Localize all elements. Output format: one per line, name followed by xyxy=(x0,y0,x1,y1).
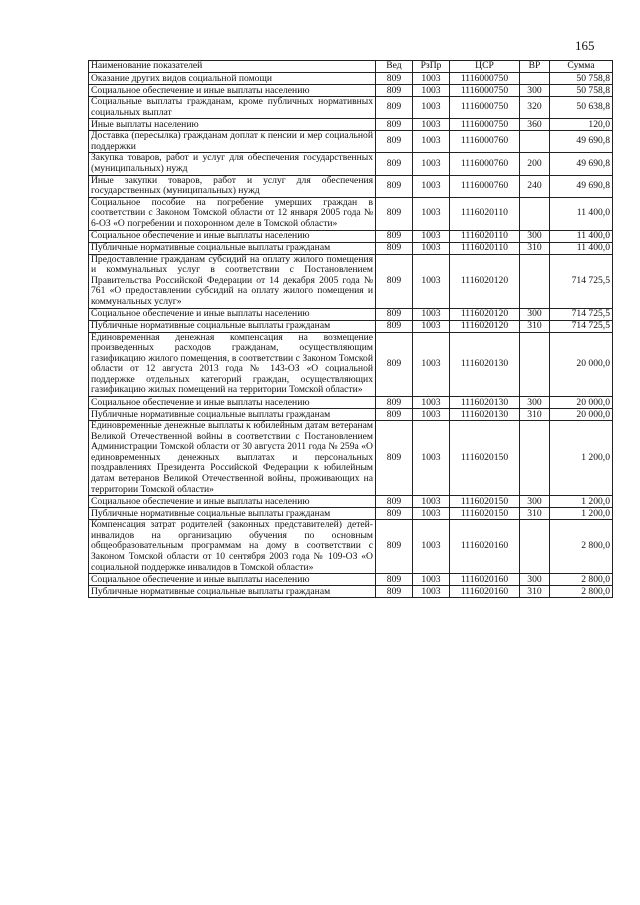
cell-sum: 50 758,8 xyxy=(550,85,613,97)
cell-rzpr: 1003 xyxy=(413,409,450,421)
cell-ved: 809 xyxy=(376,308,413,320)
cell-vr xyxy=(520,254,550,308)
table-row xyxy=(89,119,613,131)
cell-rzpr: 1003 xyxy=(413,520,450,574)
cell-rzpr: 1003 xyxy=(413,153,450,175)
cell-name: Компенсация затрат родителей (законных представителей) детей-инвалидов на организацию обучения по основным общеобразовательным программам на дому в соответствии с Законом Томской области от 10 сентября 2003 года № 109-ОЗ «О социальной поддержке инвалидов в Томской области» xyxy=(89,520,376,574)
cell-csr: 1116020110 xyxy=(450,230,520,242)
cell-ved: 809 xyxy=(376,586,413,598)
cell-name: Социальное обеспечение и иные выплаты населению xyxy=(89,85,376,97)
page-number: 165 xyxy=(575,38,595,53)
cell-rzpr: 1003 xyxy=(413,308,450,320)
cell-csr: 1116000760 xyxy=(450,131,520,153)
table-row xyxy=(89,409,613,421)
cell-rzpr: 1003 xyxy=(413,332,450,397)
table-row xyxy=(89,197,613,230)
table-row xyxy=(89,254,613,308)
cell-csr: 1116000760 xyxy=(450,175,520,197)
cell-csr: 1116020120 xyxy=(450,320,520,332)
cell-sum: 20 000,0 xyxy=(550,397,613,409)
cell-name: Оказание других видов социальной помощи xyxy=(89,73,376,85)
cell-name: Публичные нормативные социальные выплаты гражданам xyxy=(89,586,376,598)
table-row xyxy=(89,586,613,598)
cell-name: Социальное обеспечение и иные выплаты населению xyxy=(89,230,376,242)
cell-sum: 2 800,0 xyxy=(550,574,613,586)
header-ved: Вед xyxy=(376,61,413,73)
cell-name: Предоставление гражданам субсидий на оплату жилого помещения и коммунальных услуг в соответствии с Постановлением Правительства Российской Федерации от 14 декабря 2005 года № 761 «О предоставлении субсидий на оплату жилого помещения и коммунальных услуг» xyxy=(89,254,376,308)
cell-csr: 1116000750 xyxy=(450,119,520,131)
cell-ved: 809 xyxy=(376,131,413,153)
cell-name: Закупка товаров, работ и услуг для обеспечения государственных (муниципальных) нужд xyxy=(89,153,376,175)
cell-sum: 2 800,0 xyxy=(550,586,613,598)
cell-name: Публичные нормативные социальные выплаты гражданам xyxy=(89,409,376,421)
table-row xyxy=(89,242,613,254)
cell-rzpr: 1003 xyxy=(413,421,450,496)
cell-ved: 809 xyxy=(376,153,413,175)
cell-csr: 1116020150 xyxy=(450,421,520,496)
cell-sum: 714 725,5 xyxy=(550,254,613,308)
table-row xyxy=(89,496,613,508)
table-row xyxy=(89,73,613,85)
cell-sum: 11 400,0 xyxy=(550,197,613,230)
cell-sum: 49 690,8 xyxy=(550,131,613,153)
cell-sum: 714 725,5 xyxy=(550,320,613,332)
cell-rzpr: 1003 xyxy=(413,586,450,598)
cell-ved: 809 xyxy=(376,409,413,421)
cell-ved: 809 xyxy=(376,97,413,119)
cell-name: Доставка (пересылка) гражданам доплат к пенсии и мер социальной поддержки xyxy=(89,131,376,153)
cell-rzpr: 1003 xyxy=(413,320,450,332)
cell-vr: 310 xyxy=(520,586,550,598)
cell-ved: 809 xyxy=(376,496,413,508)
cell-sum: 1 200,0 xyxy=(550,508,613,520)
cell-csr: 1116020110 xyxy=(450,197,520,230)
header-vr: ВР xyxy=(520,61,550,73)
cell-vr: 300 xyxy=(520,574,550,586)
cell-csr: 1116000760 xyxy=(450,153,520,175)
cell-sum: 1 200,0 xyxy=(550,421,613,496)
cell-sum: 50 758,8 xyxy=(550,73,613,85)
cell-name: Публичные нормативные социальные выплаты гражданам xyxy=(89,508,376,520)
cell-vr xyxy=(520,197,550,230)
cell-vr: 240 xyxy=(520,175,550,197)
cell-csr: 1116020130 xyxy=(450,397,520,409)
cell-name: Социальное пособие на погребение умерших граждан в соответствии с Законом Томской области от 12 января 2005 года № 6-ОЗ «О погребении и похоронном деле в Томской области» xyxy=(89,197,376,230)
cell-vr: 320 xyxy=(520,97,550,119)
header-csr: ЦСР xyxy=(450,61,520,73)
cell-sum: 20 000,0 xyxy=(550,332,613,397)
cell-vr xyxy=(520,131,550,153)
cell-rzpr: 1003 xyxy=(413,119,450,131)
cell-csr: 1116000750 xyxy=(450,97,520,119)
cell-vr: 300 xyxy=(520,308,550,320)
cell-vr: 310 xyxy=(520,320,550,332)
cell-sum: 20 000,0 xyxy=(550,409,613,421)
table-row xyxy=(89,97,613,119)
cell-name: Публичные нормативные социальные выплаты гражданам xyxy=(89,242,376,254)
cell-rzpr: 1003 xyxy=(413,85,450,97)
cell-name: Публичные нормативные социальные выплаты гражданам xyxy=(89,320,376,332)
cell-rzpr: 1003 xyxy=(413,97,450,119)
cell-ved: 809 xyxy=(376,254,413,308)
cell-rzpr: 1003 xyxy=(413,254,450,308)
cell-sum: 49 690,8 xyxy=(550,175,613,197)
cell-name: Единовременные денежные выплаты к юбилейным датам ветеранам Великой Отечественной войны в соответствии с Постановлением Администрации Томской области от 30 августа 2011 года № 259а «О единовременных денежных выплатах и персональных поздравлениях Президента Российской Федерации к юбилейным датам ветеранов Великой Отечественной войны, проживающих на территории Томской области» xyxy=(89,421,376,496)
table-row xyxy=(89,397,613,409)
cell-ved: 809 xyxy=(376,242,413,254)
cell-vr: 300 xyxy=(520,496,550,508)
header-name: Наименование показателей xyxy=(89,61,376,73)
cell-sum: 11 400,0 xyxy=(550,230,613,242)
cell-name: Социальное обеспечение и иные выплаты населению xyxy=(89,397,376,409)
table-row xyxy=(89,574,613,586)
cell-vr: 310 xyxy=(520,508,550,520)
cell-name: Социальное обеспечение и иные выплаты населению xyxy=(89,496,376,508)
table-header-row xyxy=(89,61,613,73)
table-row xyxy=(89,85,613,97)
table-row xyxy=(89,320,613,332)
cell-ved: 809 xyxy=(376,320,413,332)
cell-ved: 809 xyxy=(376,332,413,397)
cell-csr: 1116020110 xyxy=(450,242,520,254)
budget-table xyxy=(88,60,613,598)
cell-rzpr: 1003 xyxy=(413,230,450,242)
cell-rzpr: 1003 xyxy=(413,73,450,85)
cell-vr xyxy=(520,73,550,85)
cell-name: Единовременная денежная компенсация на возмещение произведенных расходов гражданам, осуществляющим газификацию жилого помещения, в соответствии с Законом Томской области от 12 августа 2013 года № 143-ОЗ «О социальной поддержке отдельных категорий граждан, осуществляющих газификацию жилых помещений на территории Томской области» xyxy=(89,332,376,397)
cell-rzpr: 1003 xyxy=(413,397,450,409)
cell-vr: 310 xyxy=(520,242,550,254)
cell-csr: 1116020160 xyxy=(450,586,520,598)
header-sum: Сумма xyxy=(550,61,613,73)
cell-csr: 1116020130 xyxy=(450,332,520,397)
cell-name: Социальное обеспечение и иные выплаты населению xyxy=(89,574,376,586)
table-row xyxy=(89,508,613,520)
cell-csr: 1116020120 xyxy=(450,308,520,320)
cell-csr: 1116000750 xyxy=(450,85,520,97)
cell-vr: 310 xyxy=(520,409,550,421)
table-row xyxy=(89,332,613,397)
cell-ved: 809 xyxy=(376,508,413,520)
cell-vr: 360 xyxy=(520,119,550,131)
table-row xyxy=(89,308,613,320)
cell-name: Иные закупки товаров, работ и услуг для обеспечения государственных (муниципальных) нужд xyxy=(89,175,376,197)
table-row xyxy=(89,175,613,197)
cell-ved: 809 xyxy=(376,197,413,230)
cell-vr: 200 xyxy=(520,153,550,175)
cell-name: Иные выплаты населению xyxy=(89,119,376,131)
cell-vr: 300 xyxy=(520,230,550,242)
cell-vr xyxy=(520,421,550,496)
table-row xyxy=(89,131,613,153)
cell-sum: 120,0 xyxy=(550,119,613,131)
cell-sum: 2 800,0 xyxy=(550,520,613,574)
cell-vr xyxy=(520,332,550,397)
table-row xyxy=(89,520,613,574)
cell-csr: 1116020160 xyxy=(450,574,520,586)
cell-ved: 809 xyxy=(376,397,413,409)
cell-ved: 809 xyxy=(376,119,413,131)
cell-sum: 49 690,8 xyxy=(550,153,613,175)
cell-csr: 1116020160 xyxy=(450,520,520,574)
table-row xyxy=(89,421,613,496)
cell-sum: 11 400,0 xyxy=(550,242,613,254)
cell-rzpr: 1003 xyxy=(413,131,450,153)
cell-csr: 1116020130 xyxy=(450,409,520,421)
cell-ved: 809 xyxy=(376,421,413,496)
cell-name: Социальное обеспечение и иные выплаты населению xyxy=(89,308,376,320)
cell-rzpr: 1003 xyxy=(413,197,450,230)
cell-sum: 1 200,0 xyxy=(550,496,613,508)
table-row xyxy=(89,153,613,175)
cell-rzpr: 1003 xyxy=(413,496,450,508)
cell-sum: 714 725,5 xyxy=(550,308,613,320)
header-rzpr: РзПр xyxy=(413,61,450,73)
cell-csr: 1116020150 xyxy=(450,508,520,520)
cell-csr: 1116020150 xyxy=(450,496,520,508)
cell-vr xyxy=(520,520,550,574)
cell-csr: 1116000750 xyxy=(450,73,520,85)
cell-ved: 809 xyxy=(376,230,413,242)
cell-rzpr: 1003 xyxy=(413,242,450,254)
cell-ved: 809 xyxy=(376,85,413,97)
cell-vr: 300 xyxy=(520,85,550,97)
cell-vr: 300 xyxy=(520,397,550,409)
cell-sum: 50 638,8 xyxy=(550,97,613,119)
cell-ved: 809 xyxy=(376,574,413,586)
cell-ved: 809 xyxy=(376,520,413,574)
cell-name: Социальные выплаты гражданам, кроме публичных нормативных социальных выплат xyxy=(89,97,376,119)
table-body xyxy=(89,73,613,598)
cell-rzpr: 1003 xyxy=(413,175,450,197)
cell-rzpr: 1003 xyxy=(413,574,450,586)
table-row xyxy=(89,230,613,242)
cell-ved: 809 xyxy=(376,175,413,197)
cell-csr: 1116020120 xyxy=(450,254,520,308)
cell-ved: 809 xyxy=(376,73,413,85)
cell-rzpr: 1003 xyxy=(413,508,450,520)
